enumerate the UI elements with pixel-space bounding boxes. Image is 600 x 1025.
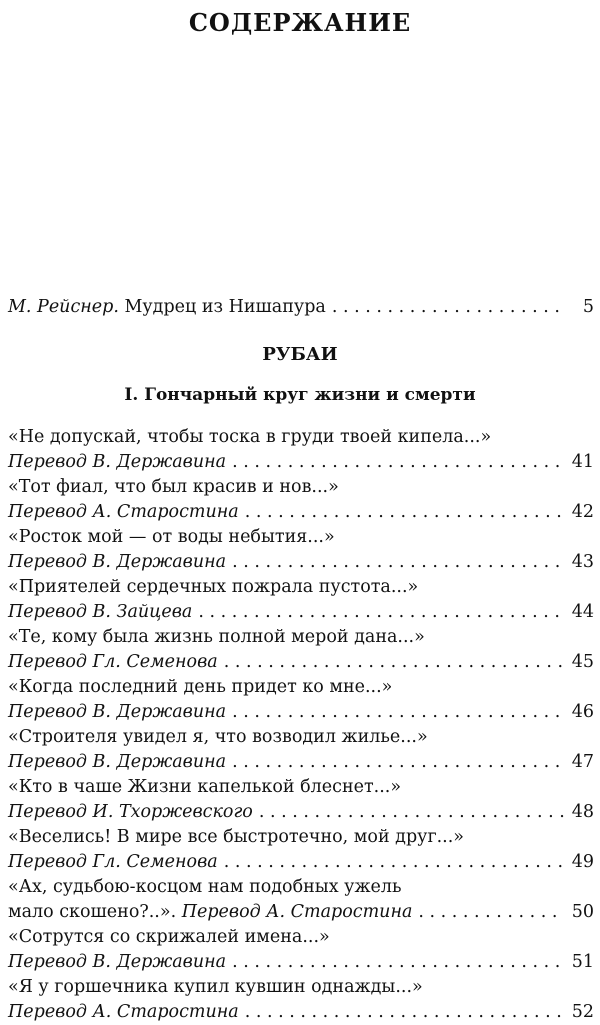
section-title: РУБАИ (262, 344, 338, 365)
page-number: 47 (571, 752, 594, 772)
page-number: 50 (571, 902, 594, 922)
page-number: 46 (571, 702, 594, 722)
entry-translator: Перевод В. Державина (8, 552, 227, 572)
leader-dots (245, 500, 564, 525)
page-title: СОДЕРЖАНИЕ (188, 8, 412, 37)
leader-dots (332, 295, 564, 320)
entry-translator-row (8, 750, 594, 775)
leader-dots (245, 1000, 564, 1025)
subsection-title: I. Гончарный круг жизни и смерти (124, 385, 476, 405)
page-number: 5 (582, 297, 594, 317)
page-number: 42 (571, 502, 594, 522)
toc-entry (8, 675, 594, 725)
page-number: 44 (571, 602, 594, 622)
entry-first-line: «Кто в чаше Жизни капелькой блеснет...» (8, 777, 402, 797)
intro-author: М. Рейснер. (8, 297, 119, 317)
entry-translator-row (8, 450, 594, 475)
entry-translator: Перевод В. Державина (8, 452, 227, 472)
leader-dots (232, 700, 564, 725)
page-number: 45 (571, 652, 594, 672)
leader-dots (232, 750, 564, 775)
entry-first-line: «Я у горшечника купил кувшин однажды...» (8, 977, 423, 997)
entry-first-line: «Те, кому была жизнь полной мерой дана...» (8, 627, 425, 647)
entry-first-line: «Ах, судьбою-косцом нам подобных ужель (8, 877, 402, 897)
entry-first-line: «Веселись! В мире все быстротечно, мой друг...» (8, 827, 465, 847)
entry-first-line: «Тот фиал, что был красив и нов...» (8, 477, 339, 497)
toc-entry (8, 825, 594, 875)
entry-first-line: «Сотрутся со скрижалей имена...» (8, 927, 330, 947)
entry-translator-row (8, 550, 594, 575)
entry-translator: Перевод В. Державина (8, 702, 227, 722)
page-number: 48 (571, 802, 594, 822)
leader-dots (224, 850, 564, 875)
toc-entry (8, 425, 594, 475)
entry-first-line: «Росток мой — от воды небытия...» (8, 527, 335, 547)
page-number: 41 (571, 452, 594, 472)
entry-translator-row (8, 800, 594, 825)
toc-list (8, 425, 594, 1025)
entry-translator-row (8, 500, 594, 525)
entry-translator: Перевод В. Зайцева (8, 602, 193, 622)
intro-text: Мудрец из Нишапура (118, 297, 326, 317)
page-number: 52 (571, 1002, 594, 1022)
entry-translator: Перевод А. Старостина (8, 1002, 239, 1022)
leader-dots (232, 450, 564, 475)
entry-translator-row (8, 950, 594, 975)
leader-dots (198, 600, 564, 625)
entry-translator: Перевод А. Старостина (176, 902, 413, 922)
page-number: 51 (571, 952, 594, 972)
page-number: 43 (571, 552, 594, 572)
toc-entry (8, 475, 594, 525)
intro-row (8, 295, 594, 320)
entry-translator-row (8, 600, 594, 625)
entry-translator-row (8, 1000, 594, 1025)
page-number: 49 (571, 852, 594, 872)
entry-translator-row (8, 900, 594, 925)
entry-translator: Перевод Гл. Семенова (8, 652, 218, 672)
entry-translator: Перевод И. Тхоржевского (8, 802, 253, 822)
entry-translator: Перевод В. Державина (8, 952, 227, 972)
entry-translator: Перевод В. Державина (8, 752, 227, 772)
toc-entry (8, 625, 594, 675)
leader-dots (259, 800, 564, 825)
toc-entry (8, 925, 594, 975)
toc-entry (8, 775, 594, 825)
toc-entry (8, 575, 594, 625)
toc-entry (8, 975, 594, 1025)
toc-entry (8, 525, 594, 575)
toc-entry-special (8, 875, 594, 925)
leader-dots (418, 900, 564, 925)
entry-first-line: «Когда последний день придет ко мне...» (8, 677, 393, 697)
entry-translator: Перевод Гл. Семенова (8, 852, 218, 872)
leader-dots (232, 950, 564, 975)
entry-translator: Перевод А. Старостина (8, 502, 239, 522)
entry-translator-row (8, 700, 594, 725)
entry-first-line: «Строителя увидел я, что возводил жилье...» (8, 727, 428, 747)
entry-first-line: «Не допускай, чтобы тоска в груди твоей кипела...» (8, 427, 492, 447)
toc-entry (8, 725, 594, 775)
entry-translator-row (8, 650, 594, 675)
entry-first-line: «Приятелей сердечных пожрала пустота...» (8, 577, 419, 597)
intro-entry (8, 295, 594, 320)
entry-second-line: мало скошено?..». (8, 902, 177, 922)
leader-dots (224, 650, 564, 675)
entry-translator-row (8, 850, 594, 875)
leader-dots (232, 550, 564, 575)
